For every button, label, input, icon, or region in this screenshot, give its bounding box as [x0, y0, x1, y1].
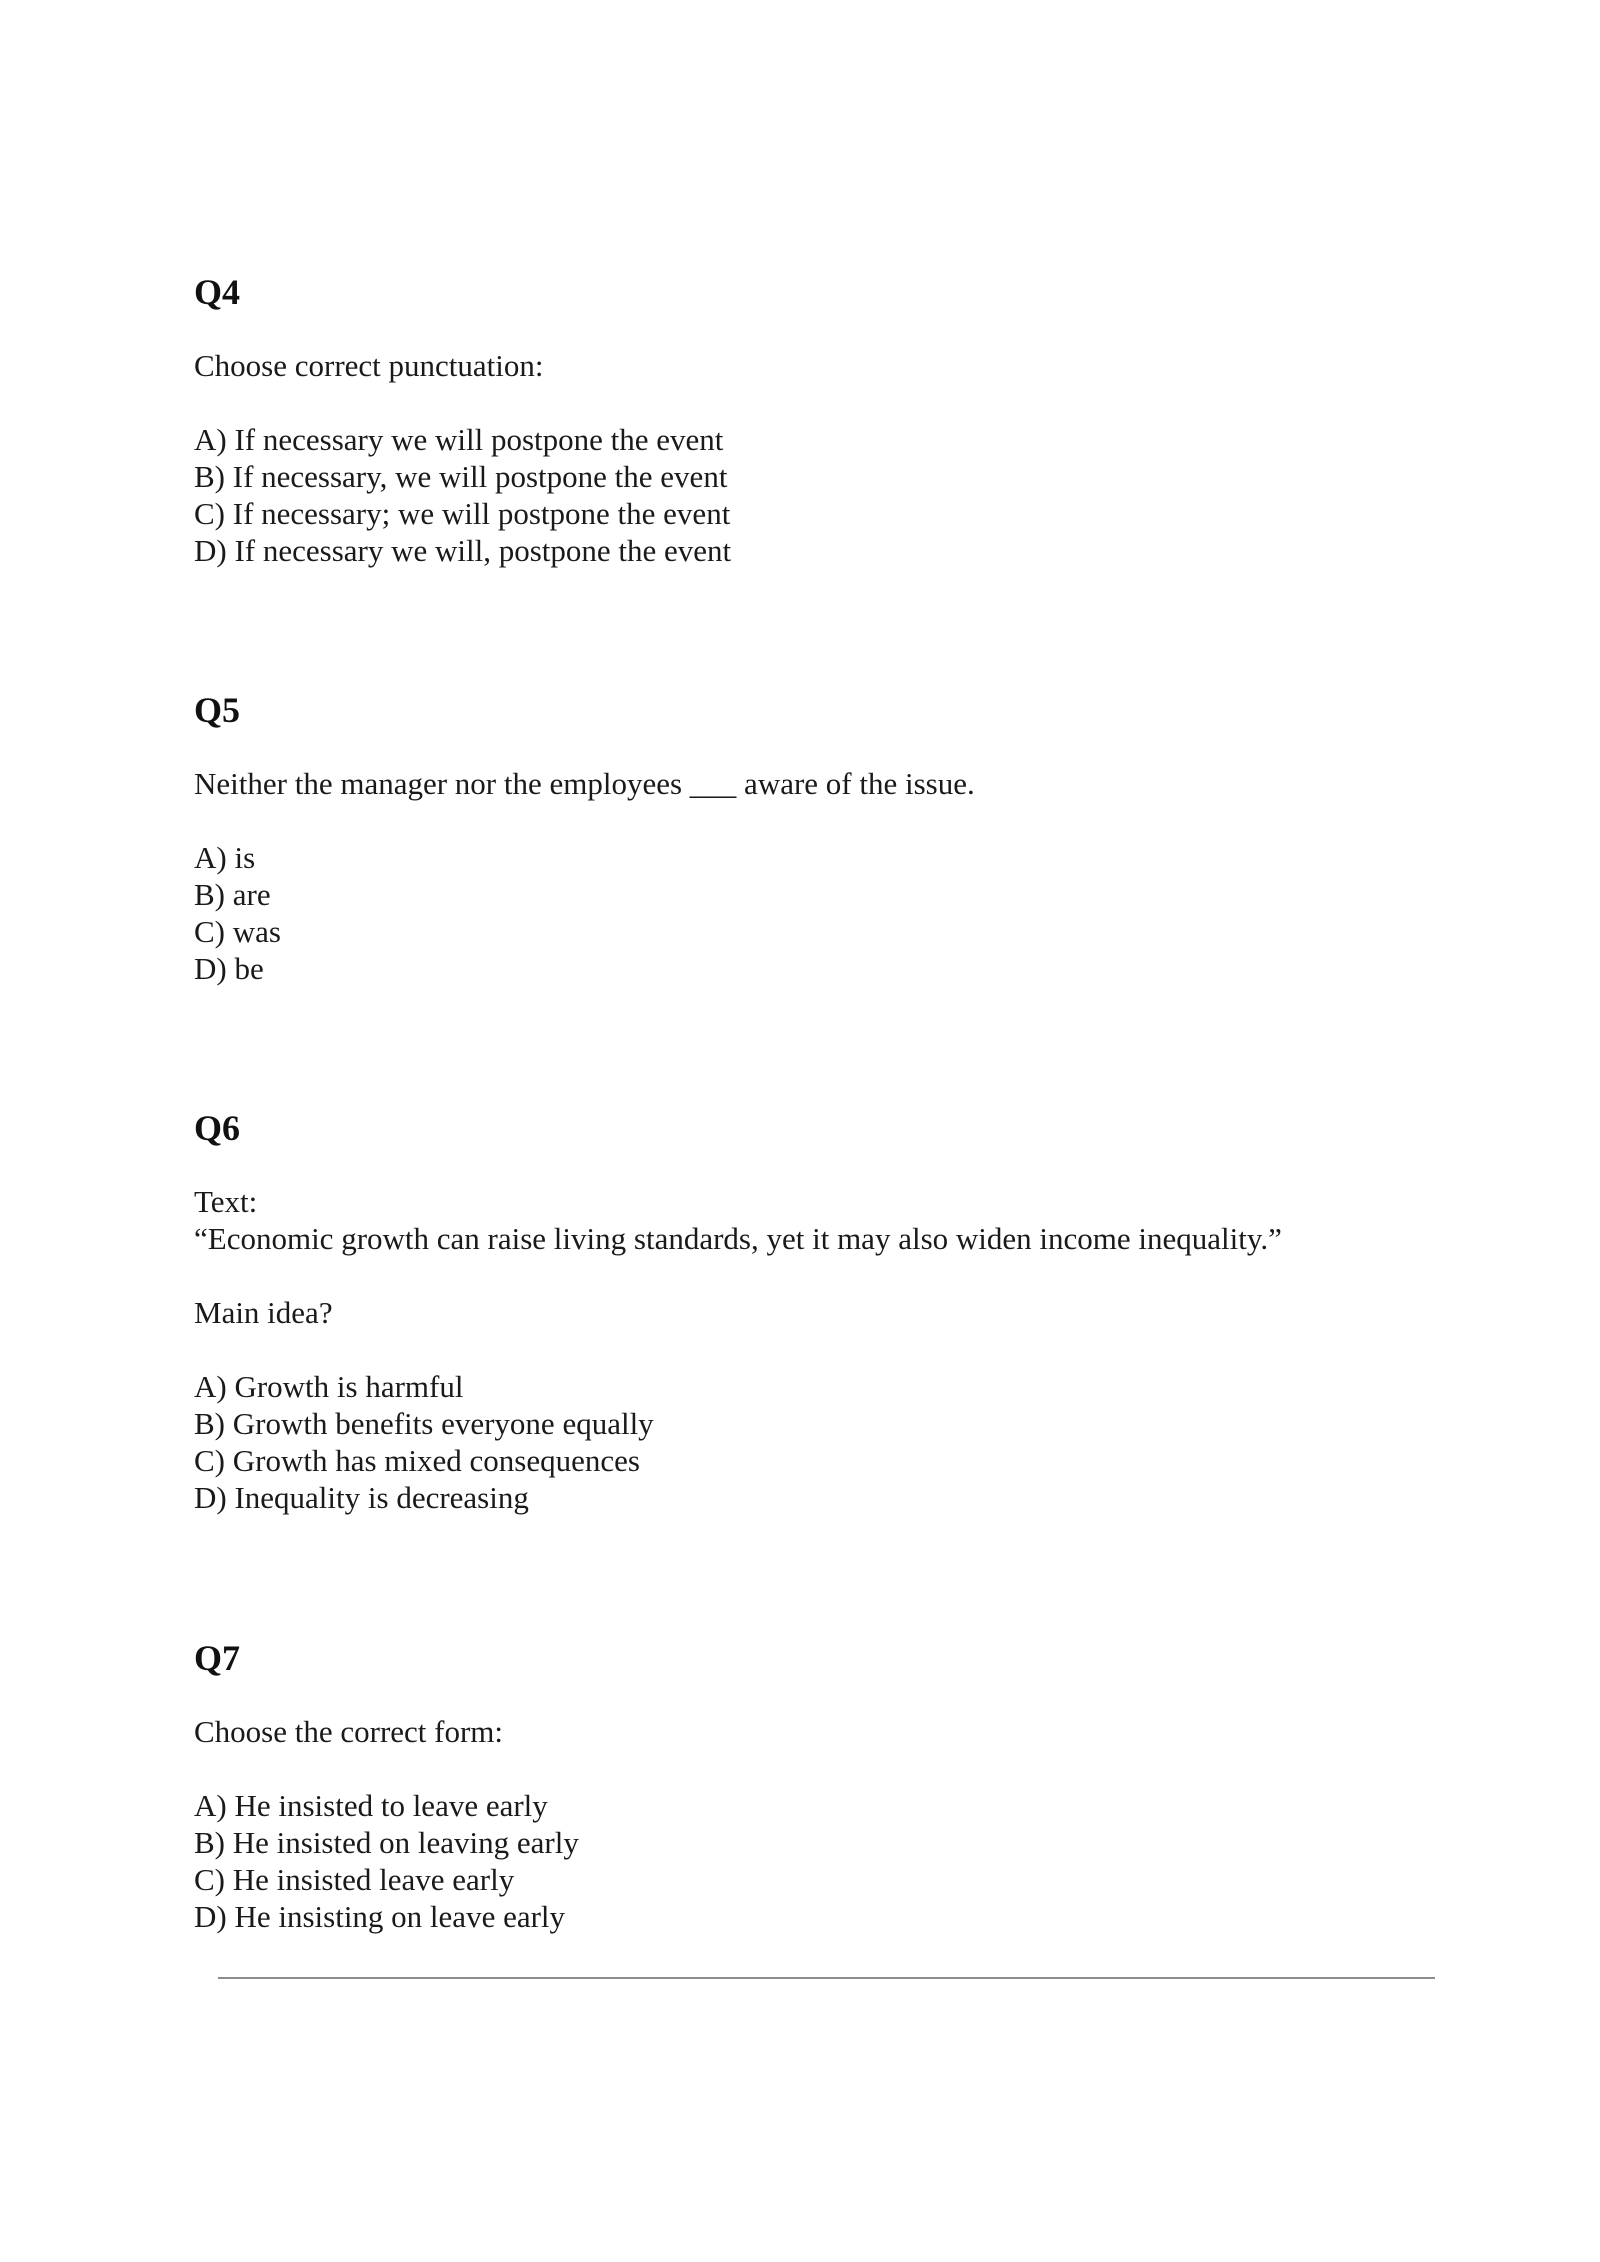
- option-b: B) are: [194, 877, 271, 912]
- option-d: D) be: [194, 951, 264, 986]
- option-c: C) If necessary; we will postpone the event: [194, 496, 731, 531]
- option-a: A) Growth is harmful: [194, 1369, 464, 1404]
- question-heading: Q7: [194, 1638, 241, 1678]
- option-c: C) He insisted leave early: [194, 1862, 515, 1897]
- question-heading: Q5: [194, 690, 241, 730]
- option-a: A) He insisted to leave early: [194, 1788, 548, 1823]
- options-list: [194, 839, 1444, 987]
- horizontal-divider: [218, 1977, 1435, 1979]
- question-prompt: Main idea?: [194, 1295, 333, 1330]
- option-d: D) If necessary we will, postpone the event: [194, 533, 732, 568]
- option-b: B) Growth benefits everyone equally: [194, 1406, 654, 1441]
- text-label: Text:: [194, 1184, 258, 1219]
- option-b: B) If necessary, we will postpone the event: [194, 459, 728, 494]
- options-list: [194, 1368, 1444, 1516]
- option-c: C) was: [194, 914, 281, 949]
- option-b: B) He insisted on leaving early: [194, 1825, 579, 1860]
- option-a: A) is: [194, 840, 256, 875]
- question-prompt: Choose the correct form:: [194, 1714, 504, 1749]
- question-prompt: Choose correct punctuation:: [194, 348, 544, 383]
- question-heading: Q6: [194, 1108, 241, 1148]
- question-heading: Q4: [194, 272, 241, 312]
- question-q4: [194, 272, 1444, 569]
- quoted-passage: “Economic growth can raise living standards, yet it may also widen income inequality.”: [194, 1221, 1282, 1256]
- question-q7: [194, 1638, 1444, 1935]
- option-a: A) If necessary we will postpone the event: [194, 422, 724, 457]
- question-prompt: Neither the manager nor the employees ___ aware of the issue.: [194, 766, 975, 801]
- options-list: [194, 1787, 1444, 1935]
- options-list: [194, 421, 1444, 569]
- question-q5: [194, 690, 1444, 987]
- option-c: C) Growth has mixed consequences: [194, 1443, 640, 1478]
- question-q6: [194, 1108, 1444, 1516]
- option-d: D) Inequality is decreasing: [194, 1480, 529, 1515]
- option-d: D) He insisting on leave early: [194, 1899, 566, 1934]
